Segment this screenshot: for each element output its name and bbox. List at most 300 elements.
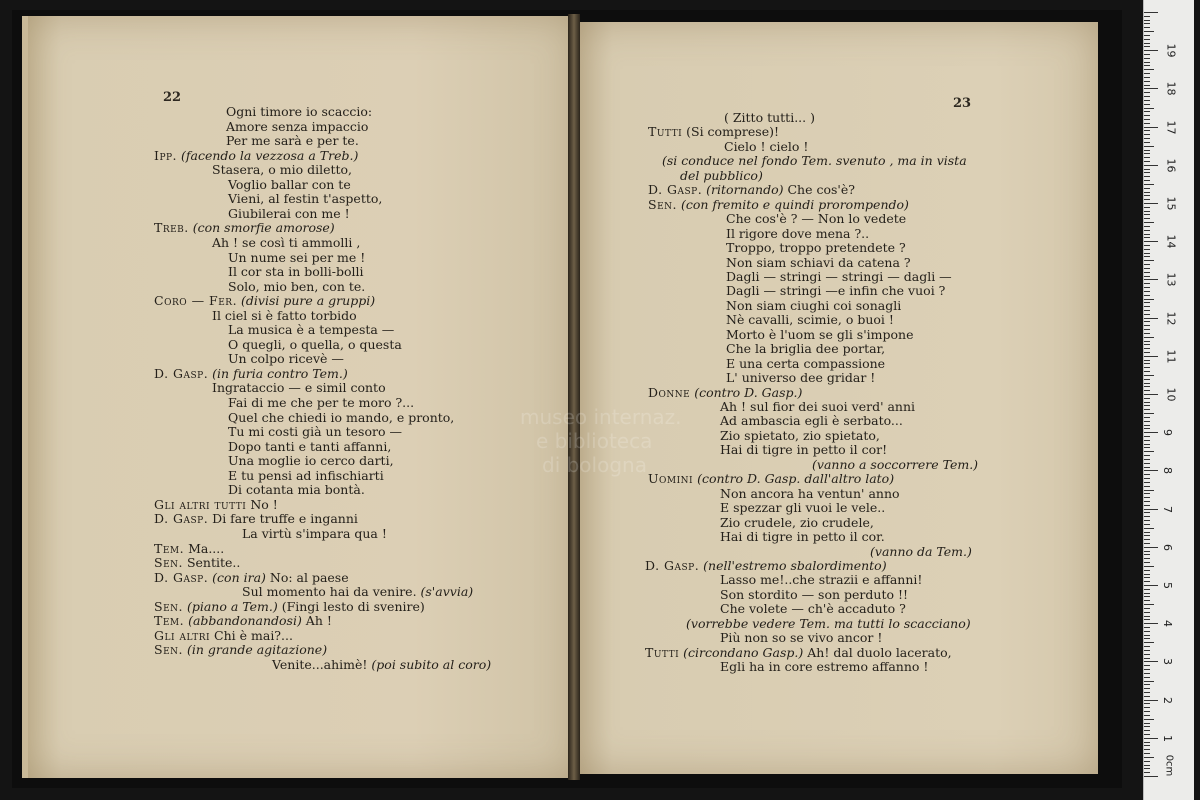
ruler-tick — [1144, 654, 1150, 655]
left-page-number: 22 — [163, 90, 182, 105]
text-line — [720, 572, 922, 587]
stage-direction: (piano a Tem.) — [182, 598, 278, 614]
verse-text: Ah ! se così ti ammolli , — [212, 234, 361, 250]
ruler-tick — [1144, 245, 1150, 246]
verse-text: Hai di tigre in petto il cor! — [720, 442, 888, 458]
ruler-tick — [1144, 574, 1150, 575]
ruler-tick — [1144, 761, 1150, 762]
ruler-tick — [1144, 551, 1150, 552]
verse-text: Il rigore dove mena ?.. — [726, 225, 870, 241]
ruler-tick — [1144, 440, 1150, 441]
text-line — [720, 500, 885, 515]
text-line — [726, 211, 906, 226]
ruler-tick — [1144, 585, 1158, 586]
verse-text: Nè cavalli, scimie, o buoi ! — [726, 312, 894, 328]
ruler-tick — [1144, 436, 1150, 437]
ruler-tick — [1144, 776, 1158, 777]
stage-direction: (contro D. Gasp. dall'altro lato) — [693, 471, 895, 487]
text-line — [726, 356, 885, 371]
ruler-tick — [1144, 348, 1150, 349]
ruler-tick — [1144, 27, 1150, 28]
ruler-tick — [1144, 627, 1150, 628]
ruler-tick — [1144, 195, 1150, 196]
text-line — [272, 657, 491, 672]
ruler-tick — [1144, 749, 1150, 750]
ruler-tick — [1144, 96, 1150, 97]
ruler-tick — [1144, 738, 1158, 739]
ruler-tick — [1144, 684, 1150, 685]
text-line — [212, 380, 386, 395]
ruler-tick — [1144, 543, 1150, 544]
ruler-tick — [1144, 207, 1150, 208]
stage-direction: (con ira) — [208, 569, 266, 585]
text-line — [680, 168, 763, 183]
speaker-name: D. Gasp. — [154, 511, 209, 527]
verse-text: Una moglie io cerco darti, — [228, 453, 394, 469]
verse-text: Troppo, troppo pretendete ? — [726, 240, 906, 256]
ruler-number: 3 — [1161, 658, 1174, 666]
ruler-tick — [1144, 35, 1150, 36]
text-line — [242, 526, 387, 541]
speaker-name: D. Gasp. — [645, 557, 700, 573]
text-line — [720, 529, 885, 544]
ruler-tick — [1144, 745, 1150, 746]
ruler-tick — [1144, 715, 1150, 716]
ruler-tick — [1144, 646, 1150, 647]
ruler-tick — [1144, 497, 1150, 498]
ruler-tick — [1144, 394, 1158, 395]
ruler-tick — [1144, 669, 1150, 670]
ruler-number: 17 — [1164, 120, 1178, 135]
text-line — [724, 110, 815, 125]
text-line — [154, 599, 425, 614]
ruler-tick — [1144, 272, 1150, 273]
verse-text: (Si comprese)! — [682, 124, 780, 140]
ruler-tick — [1144, 444, 1150, 445]
stage-direction: (con fremito e quindi prorompendo) — [676, 196, 909, 212]
ruler-tick — [1144, 180, 1150, 181]
book-gutter — [568, 14, 580, 780]
ruler-tick — [1144, 142, 1150, 143]
text-line — [154, 497, 278, 512]
ruler-tick — [1144, 299, 1154, 300]
ruler-tick — [1144, 264, 1150, 265]
ruler-tick — [1144, 757, 1154, 758]
ruler-tick — [1144, 631, 1150, 632]
verse-text: Dagli — stringi — stringi — dagli — — [726, 268, 952, 284]
text-line — [242, 584, 473, 599]
ruler-tick — [1144, 734, 1150, 735]
speaker-name: Tem. — [154, 613, 185, 629]
ruler-tick — [1144, 333, 1150, 334]
ruler-tick — [1144, 386, 1150, 387]
verse-text: Stasera, o mio diletto, — [212, 162, 353, 178]
text-line — [720, 659, 928, 674]
text-line — [726, 255, 911, 270]
stage-direction: (facendo la vezzosa a Treb.) — [177, 147, 359, 163]
ruler-tick — [1144, 356, 1158, 357]
ruler-unit-label: 0cm — [1163, 754, 1175, 777]
text-line — [228, 250, 365, 265]
speaker-name: D. Gasp. — [154, 569, 209, 585]
ruler-tick — [1144, 363, 1150, 364]
verse-text: La musica è a tempesta — — [228, 322, 395, 338]
ruler-tick — [1144, 482, 1150, 483]
ruler-tick — [1144, 474, 1150, 475]
ruler-tick — [1144, 532, 1150, 533]
speaker-name: Tutti — [645, 644, 680, 660]
text-line — [720, 442, 887, 457]
ruler-tick — [1144, 31, 1154, 32]
ruler-tick — [1144, 199, 1150, 200]
ruler-tick — [1144, 402, 1150, 403]
speaker-name: Sen. — [154, 555, 183, 571]
ruler-tick — [1144, 69, 1154, 70]
stage-direction: (nell'estremo sbalordimento) — [699, 557, 887, 573]
ruler-number: 9 — [1161, 429, 1174, 437]
ruler-tick — [1144, 635, 1150, 636]
text-line — [870, 544, 972, 559]
verse-text: ( Zitto tutti... ) — [724, 110, 815, 125]
verse-text: Dagli — stringi —e infin che vuoi ? — [726, 283, 946, 299]
ruler-tick — [1144, 130, 1150, 131]
text-line — [228, 351, 344, 366]
verse-text: Hai di tigre in petto il cor. — [720, 529, 885, 545]
ruler-tick — [1144, 528, 1154, 529]
ruler-tick — [1144, 176, 1150, 177]
ruler-tick — [1144, 753, 1150, 754]
ruler-tick — [1144, 570, 1150, 571]
text-line — [812, 457, 978, 472]
measurement-ruler — [1143, 0, 1194, 800]
ruler-tick — [1144, 405, 1150, 406]
ruler-tick — [1144, 115, 1150, 116]
verse-text: Dopo tanti e tanti affanni, — [228, 438, 392, 454]
ruler-number: 5 — [1161, 582, 1174, 589]
text-line — [726, 240, 906, 255]
text-line — [228, 424, 402, 439]
ruler-tick — [1144, 638, 1150, 639]
ruler-tick — [1144, 688, 1150, 689]
ruler-number: 10 — [1164, 387, 1178, 402]
ruler-tick — [1144, 73, 1150, 74]
text-line — [228, 439, 391, 454]
ruler-tick — [1144, 604, 1154, 605]
ruler-tick — [1144, 268, 1150, 269]
ruler-tick — [1144, 535, 1150, 536]
text-line — [154, 366, 348, 381]
ruler-number: 6 — [1161, 543, 1174, 551]
verse-text: Tu mi costi già un tesoro — — [228, 424, 402, 440]
ruler-tick — [1144, 661, 1158, 662]
ruler-tick — [1144, 169, 1150, 170]
verse-text: Vieni, al festin t'aspetto, — [228, 191, 383, 207]
ruler-tick — [1144, 12, 1158, 13]
stage-direction: (vorrebbe vedere Tem. ma tutti lo scacciano) — [686, 615, 971, 631]
ruler-tick — [1144, 203, 1158, 204]
verse-text: Morto è l'uom se gli s'impone — [726, 326, 914, 342]
ruler-number: 15 — [1164, 196, 1178, 211]
text-line — [720, 486, 900, 501]
ruler-tick — [1144, 310, 1150, 311]
text-line — [154, 220, 335, 235]
ruler-tick — [1144, 490, 1154, 491]
ruler-tick — [1144, 692, 1150, 693]
ruler-tick — [1144, 619, 1150, 620]
text-line — [724, 139, 808, 154]
ruler-tick — [1144, 455, 1150, 456]
ruler-tick — [1144, 306, 1150, 307]
ruler-tick — [1144, 165, 1158, 166]
ruler-tick — [1144, 127, 1158, 128]
text-line — [212, 162, 352, 177]
ruler-tick — [1144, 237, 1150, 238]
verse-text: Non ancora ha ventun' anno — [720, 485, 900, 501]
ruler-tick — [1144, 566, 1154, 567]
text-line — [228, 395, 414, 410]
verse-text: Ogni timore io scaccio: — [226, 104, 373, 119]
speaker-name: D. Gasp. — [648, 182, 703, 198]
ruler-tick — [1144, 100, 1150, 101]
verse-text: Fai di me che per te moro ?... — [228, 395, 415, 410]
ruler-tick — [1144, 658, 1150, 659]
text-line — [226, 133, 359, 148]
ruler-tick — [1144, 276, 1150, 277]
speaker-name: Ipp. — [154, 147, 178, 163]
verse-text: Più non so se vivo ancor ! — [720, 630, 883, 646]
ruler-tick — [1144, 470, 1158, 471]
ruler-tick — [1144, 188, 1150, 189]
verse-text: Amore senza impaccio — [226, 118, 369, 134]
ruler-tick — [1144, 723, 1150, 724]
stage-direction: (vanno da Tem.) — [870, 543, 972, 559]
ruler-number: 14 — [1164, 234, 1178, 249]
speaker-name: D. Gasp. — [154, 365, 209, 381]
speaker-name: Treb. — [154, 220, 189, 236]
text-line — [154, 628, 293, 643]
ruler-tick — [1144, 451, 1154, 452]
ruler-tick — [1144, 665, 1150, 666]
ruler-tick — [1144, 108, 1154, 109]
verse-text: Un colpo ricevè — — [228, 351, 344, 367]
ruler-tick — [1144, 218, 1150, 219]
ruler-tick — [1144, 409, 1150, 410]
verse-text: (Fingi lesto di svenire) — [277, 598, 425, 614]
ruler-tick — [1144, 157, 1150, 158]
stage-direction: (contro D. Gasp.) — [690, 384, 803, 400]
ruler-tick — [1144, 486, 1150, 487]
text-line — [228, 322, 394, 337]
text-line — [645, 558, 887, 573]
text-line — [228, 206, 350, 221]
ruler-tick — [1144, 505, 1150, 506]
ruler-tick — [1144, 77, 1150, 78]
ruler-tick — [1144, 616, 1150, 617]
ruler-tick — [1144, 302, 1150, 303]
stage-direction: (vanno a soccorrere Tem.) — [812, 456, 979, 472]
ruler-tick — [1144, 192, 1150, 193]
ruler-tick — [1144, 150, 1150, 151]
stage-direction: (abbandonandosi) — [184, 613, 302, 629]
text-line — [726, 341, 885, 356]
text-line — [154, 293, 375, 308]
verse-text: Per me sarà e per te. — [226, 133, 359, 149]
verse-text: Non siam schiavi da catena ? — [726, 254, 911, 270]
text-line — [154, 148, 358, 163]
verse-text: Zio crudele, zio crudele, — [720, 514, 874, 530]
ruler-tick — [1144, 478, 1150, 479]
text-line — [228, 482, 365, 497]
verse-text: Che cos'è ? — Non lo vedete — [726, 211, 907, 227]
ruler-tick — [1144, 650, 1150, 651]
ruler-tick — [1144, 321, 1150, 322]
ruler-tick — [1144, 425, 1150, 426]
ruler-tick — [1144, 344, 1150, 345]
ruler-number: 4 — [1161, 620, 1174, 628]
speaker-name: Donne — [648, 384, 691, 400]
right-page-number: 23 — [953, 96, 972, 111]
verse-text: Che volete — ch'è accaduto ? — [720, 601, 906, 617]
ruler-tick — [1144, 421, 1150, 422]
ruler-tick — [1144, 138, 1150, 139]
verse-text: E spezzar gli vuoi le vele.. — [720, 500, 886, 516]
ruler-tick — [1144, 81, 1150, 82]
verse-text: Che cos'è? — [783, 182, 855, 198]
ruler-number: 8 — [1161, 467, 1174, 475]
ruler-tick — [1144, 681, 1154, 682]
text-line — [662, 153, 967, 168]
ruler-tick — [1144, 65, 1150, 66]
ruler-tick — [1144, 295, 1150, 296]
speaker-name: Tutti — [648, 124, 683, 140]
ruler-tick — [1144, 279, 1158, 280]
text-line — [726, 283, 945, 298]
ruler-tick — [1144, 558, 1150, 559]
text-line — [154, 642, 327, 657]
ruler-tick — [1144, 367, 1150, 368]
verse-text: L' universo dee gridar ! — [726, 370, 876, 386]
ruler-tick — [1144, 253, 1150, 254]
ruler-number: 12 — [1164, 311, 1178, 326]
ruler-tick — [1144, 623, 1158, 624]
verse-text: Ad ambascia egli è serbato... — [720, 413, 903, 429]
ruler-tick — [1144, 161, 1150, 162]
verse-text: Lasso me!..che strazii e affanni! — [720, 572, 923, 588]
ruler-tick — [1144, 428, 1150, 429]
ruler-tick — [1144, 375, 1154, 376]
ruler-tick — [1144, 608, 1150, 609]
stage-direction: (divisi pure a gruppi) — [237, 293, 376, 309]
verse-text: O quegli, o quella, o questa — [228, 336, 402, 352]
ruler-tick — [1144, 62, 1150, 63]
ruler-tick — [1144, 589, 1150, 590]
text-line — [720, 413, 903, 428]
ruler-tick — [1144, 46, 1150, 47]
ruler-tick — [1144, 283, 1150, 284]
ruler-tick — [1144, 711, 1150, 712]
verse-text: Venite...ahimè! — [272, 656, 372, 672]
verse-text: Un nume sei per me ! — [228, 249, 366, 265]
ruler-tick — [1144, 249, 1150, 250]
speaker-name: Tem. — [154, 540, 185, 556]
ruler-tick — [1144, 554, 1150, 555]
ruler-tick — [1144, 360, 1150, 361]
ruler-tick — [1144, 260, 1154, 261]
ruler-number: 16 — [1164, 158, 1178, 173]
text-line — [154, 555, 240, 570]
ruler-tick — [1144, 337, 1154, 338]
ruler-tick — [1144, 673, 1150, 674]
text-line — [726, 327, 913, 342]
text-line — [226, 104, 372, 119]
text-line — [648, 124, 779, 139]
stage-direction: (si conduce nel fondo Tem. svenuto , ma in vista — [662, 153, 967, 169]
ruler-tick — [1144, 184, 1154, 185]
ruler-tick — [1144, 371, 1150, 372]
text-line — [228, 191, 382, 206]
text-line — [726, 269, 952, 284]
text-line — [648, 197, 909, 212]
text-line — [228, 264, 364, 279]
ruler-tick — [1144, 509, 1158, 510]
ruler-tick — [1144, 612, 1150, 613]
verse-text: Chi è mai?... — [210, 627, 293, 643]
verse-text: E tu pensi ad infischiarti — [228, 467, 384, 483]
ruler-tick — [1144, 226, 1150, 227]
verse-text: Ah ! — [301, 613, 332, 629]
text-line — [154, 541, 224, 556]
verse-text: Di fare truffe e inganni — [208, 511, 358, 527]
ruler-tick — [1144, 287, 1150, 288]
ruler-tick — [1144, 696, 1150, 697]
ruler-tick — [1144, 642, 1154, 643]
verse-text: Il cor sta in bolli-bolli — [228, 264, 364, 280]
ruler-tick — [1144, 413, 1154, 414]
ruler-tick — [1144, 562, 1150, 563]
speaker-name: Uomini — [648, 471, 694, 487]
ruler-tick — [1144, 16, 1150, 17]
ruler-tick — [1144, 146, 1154, 147]
ruler-tick — [1144, 379, 1150, 380]
ruler-tick — [1144, 463, 1150, 464]
ruler-tick — [1144, 768, 1150, 769]
ruler-tick — [1144, 222, 1154, 223]
text-line — [648, 471, 894, 486]
ruler-tick — [1144, 459, 1150, 460]
text-line — [228, 468, 384, 483]
verse-text: Solo, mio ben, con te. — [228, 278, 366, 294]
ruler-tick — [1144, 383, 1150, 384]
ruler-tick — [1144, 329, 1150, 330]
ruler-tick — [1144, 600, 1150, 601]
verse-text: Cielo ! cielo ! — [724, 138, 809, 154]
ruler-tick — [1144, 119, 1150, 120]
text-line — [228, 177, 351, 192]
verse-text: Son stordito — son perduto !! — [720, 586, 909, 602]
verse-text: E una certa compassione — [726, 355, 886, 371]
ruler-number: 13 — [1164, 272, 1178, 287]
ruler-tick — [1144, 512, 1150, 513]
stage-direction: (s'avvia) — [420, 584, 474, 600]
text-line — [228, 279, 365, 294]
ruler-tick — [1144, 596, 1150, 597]
speaker-name: Gli altri tutti — [154, 496, 247, 512]
ruler-tick — [1144, 111, 1150, 112]
ruler-tick — [1144, 390, 1150, 391]
ruler-tick — [1144, 524, 1150, 525]
speaker-name: Sen. — [154, 598, 183, 614]
verse-text: Il ciel si è fatto torbido — [212, 307, 357, 323]
